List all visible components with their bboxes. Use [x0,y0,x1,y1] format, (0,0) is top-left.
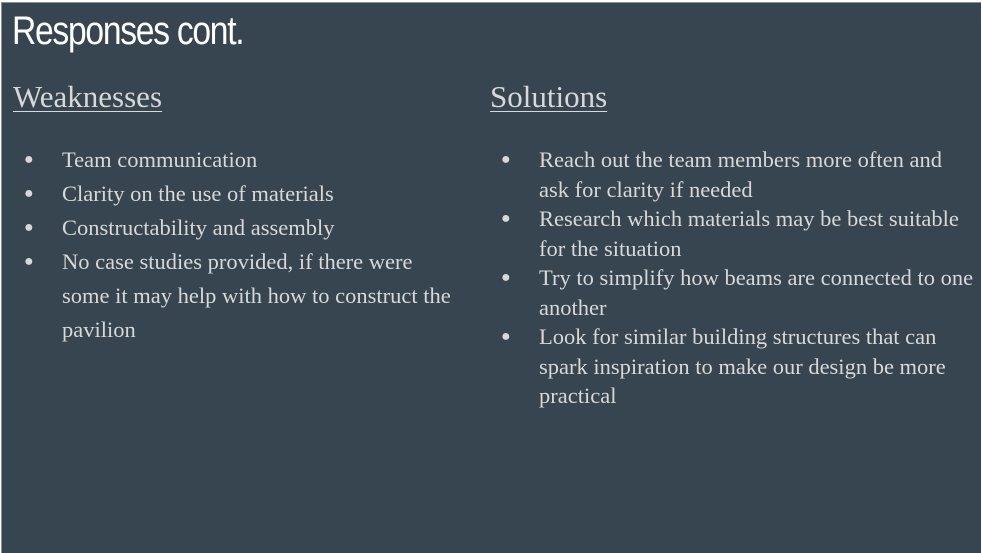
solution-item-text: Research which materials may be best suitable for the situation [539,206,959,261]
weakness-item [13,245,453,347]
weaknesses-heading: Weaknesses [13,79,163,114]
weakness-item-text: Team communication [62,147,258,172]
weaknesses-column [13,79,453,347]
weakness-item [13,177,453,211]
solution-item [490,263,975,322]
weakness-item [13,211,453,245]
weakness-item-text: Constructability and assembly [62,215,335,240]
slide [1,2,981,553]
weakness-item [13,143,453,177]
solution-item-text: Reach out the team members more often and ask for clarity if needed [539,147,942,202]
solutions-column [490,79,975,411]
weakness-item-text: No case studies provided, if there were some it may help with how to construct the pavilion [62,249,451,342]
bullet-icon: ● [24,253,34,270]
bullet-icon: ● [501,328,511,345]
bullet-icon: ● [501,151,511,168]
weakness-item-text: Clarity on the use of materials [62,181,334,206]
bullet-icon: ● [24,151,34,168]
solutions-heading: Solutions [490,79,608,114]
weaknesses-list [13,143,453,347]
solution-item-text: Try to simplify how beams are connected to one another [539,265,974,320]
bullet-icon: ● [24,185,34,202]
solution-item [490,322,975,411]
solutions-list [490,145,975,411]
bullet-icon: ● [501,269,511,286]
solution-item-text: Look for similar building structures that can spark inspiration to make our design be more practical [539,324,946,408]
bullet-icon: ● [24,219,34,236]
solution-item [490,204,975,263]
bullet-icon: ● [501,210,511,227]
slide-title: Responses cont. [12,9,244,53]
solution-item [490,145,975,204]
